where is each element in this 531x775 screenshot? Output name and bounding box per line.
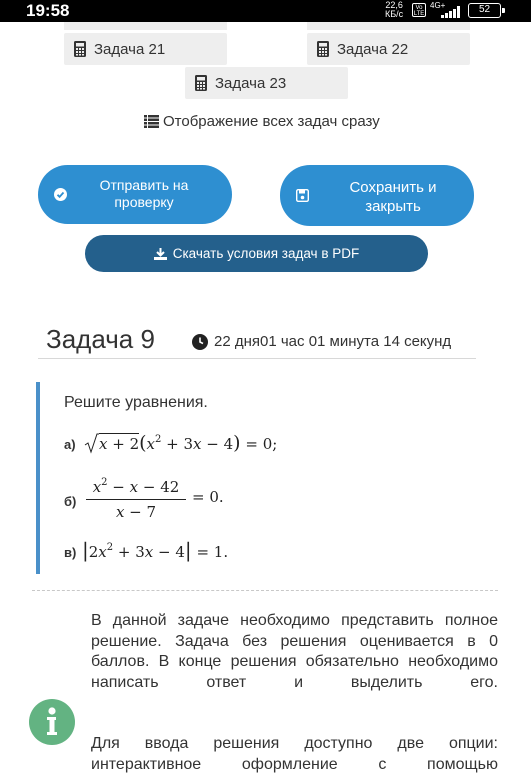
save-and-close-button[interactable]: [280, 165, 474, 226]
download-pdf-button[interactable]: [85, 235, 428, 272]
item-letter: б): [64, 494, 77, 509]
signal-icon: [441, 6, 461, 18]
task-chip-partial[interactable]: [64, 22, 227, 30]
info-paragraph: Для ввода решения доступно две опции: интерактивное оформление с помощью: [91, 735, 498, 773]
save-label: Сохранить и: [349, 179, 437, 196]
show-all-tasks-link[interactable]: [144, 113, 380, 130]
list-icon: [144, 115, 159, 128]
task-chip-partial[interactable]: [307, 22, 470, 30]
task-timer: [192, 333, 451, 350]
submit-label: проверку: [114, 194, 174, 210]
task-chip-label: Задача 22: [337, 40, 409, 58]
section-divider: [32, 590, 498, 591]
network-type: 4G+: [430, 1, 446, 10]
sqrt-sign: [85, 433, 99, 455]
title-divider: [38, 358, 476, 359]
calculator-icon: [195, 75, 207, 91]
equation-a: $x + 2(x^2 + 3x - 4) = 0$;: [85, 432, 277, 455]
info-paragraph: В данной задаче необходимо представить полное решение. Задача без решения оценивается в 0 баллов. В конце решения обязательно необходимо написать ответ и выделить его.: [91, 612, 498, 691]
calculator-icon: [317, 41, 329, 57]
submit-for-review-button[interactable]: [38, 165, 232, 224]
floppy-disk-icon: [296, 189, 309, 202]
problem-statement: [36, 382, 496, 574]
item-letter: в): [64, 545, 77, 560]
equation-c: $|2x^2 + 3x - 4| = 1$.: [82, 538, 229, 562]
status-bar: [0, 0, 531, 22]
clock-icon: [192, 334, 208, 350]
network-speed: 22,6 КБ/с: [385, 0, 404, 19]
task-title: Задача 9: [46, 324, 155, 354]
equation-b: $\frac{x^2 - x - 42}{x - 7}$: [86, 477, 186, 521]
download-label: Скачать условия задач в PDF: [172, 246, 360, 261]
item-letter: а): [64, 437, 76, 452]
status-time: 19:58: [26, 1, 70, 20]
battery-icon: 52: [468, 3, 501, 18]
task-chip-label: Задача 23: [215, 74, 287, 92]
timer-text: 22 дня01 час 01 минута 14 секунд: [214, 333, 452, 350]
save-label: закрыть: [365, 198, 421, 215]
task-chip-22[interactable]: [307, 33, 470, 65]
info-icon: [29, 699, 75, 745]
task-chip-21[interactable]: [64, 33, 227, 65]
volte-icon: Vo LTE: [413, 5, 425, 17]
task-chip-label: Задача 21: [94, 40, 166, 58]
calculator-icon: [74, 41, 86, 57]
show-all-label: Отображение всех задач сразу: [163, 113, 380, 130]
problem-prompt: Решите уравнения.: [64, 394, 208, 411]
download-icon: [154, 248, 167, 260]
check-circle-icon: [54, 188, 67, 201]
equation-b-rhs: = 0.: [192, 488, 224, 506]
task-chip-23[interactable]: [185, 67, 348, 99]
submit-label: Отправить на: [99, 177, 189, 193]
